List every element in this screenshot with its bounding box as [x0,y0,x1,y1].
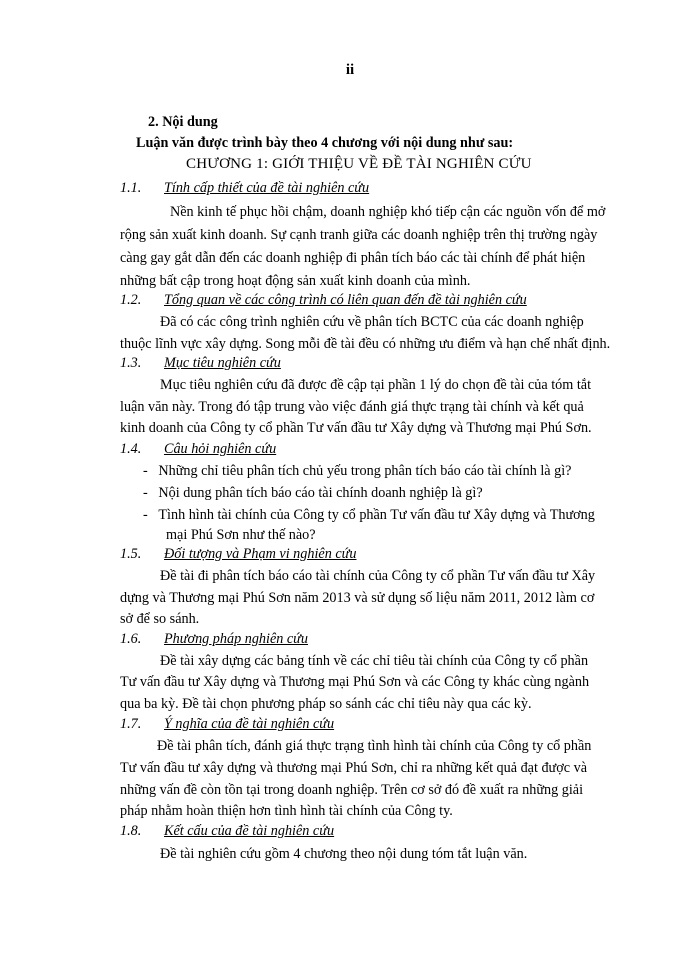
paragraph-line: Đề tài xây dựng các bảng tính về các chỉ tiêu tài chính của Công ty cổ phần [160,653,589,669]
list-item-continuation: mại Phú Sơn như thế nào? [166,527,316,543]
list-item: - Nội dung phân tích báo cáo tài chính doanh nghiệp là gì? [143,485,483,501]
list-item-text: Nội dung phân tích báo cáo tài chính doanh nghiệp là gì? [158,485,483,501]
paragraph-line: Đề tài phân tích, đánh giá thực trạng tình hình tài chính của Công ty cổ phần [157,738,592,754]
paragraph-line: sở để so sánh. [120,611,200,627]
section-title: Đối tượng và Phạm vi nghiên cứu [164,546,357,562]
paragraph-line: Tư vấn đầu tư Xây dựng và Thương mại Phú Sơn và các Công ty khác cùng ngành [120,674,590,690]
paragraph-line: Tư vấn đầu tư xây dựng và thương mại Phú Sơn, chỉ ra những kết quả đạt được và [120,760,587,776]
list-item: - Những chỉ tiêu phân tích chủ yếu trong phân tích báo cáo tài chính là gì? [143,463,572,479]
paragraph-line: Nền kinh tế phục hồi chậm, doanh nghiệp khó tiếp cận các nguồn vốn để mở [170,204,606,220]
section-number: 1.1. [120,180,142,196]
section-1-3-heading [120,354,281,372]
paragraph-line: những vấn đề còn tồn tại trong doanh nghiệp. Trên cơ sở đó đề xuất ra những giải [120,782,584,798]
paragraph-line: dựng và Thương mại Phú Sơn năm 2013 và sử dụng số liệu năm 2011, 2012 làm cơ [120,590,595,606]
list-item-text: Những chỉ tiêu phân tích chủ yếu trong phân tích báo cáo tài chính là gì? [158,463,572,479]
section-title: Phương pháp nghiên cứu [164,631,309,647]
section-1-2-heading [120,291,527,309]
section-number: 1.3. [120,355,142,371]
paragraph-line: Đề tài nghiên cứu gồm 4 chương theo nội dung tóm tắt luận văn. [160,846,528,862]
section-1-4-heading [120,440,276,458]
section-title: Tổng quan về các công trình có liên quan đến đề tài nghiên cứu [164,292,527,308]
section-number: 1.6. [120,631,142,647]
paragraph-line: Mục tiêu nghiên cứu đã được đề cập tại phần 1 lý do chọn đề tài của tóm tắt [160,377,592,393]
section-title: Câu hỏi nghiên cứu [164,441,277,457]
section-1-7-heading [120,715,334,733]
paragraph-line: kinh doanh của Công ty cổ phần Tư vấn đầu tư Xây dựng và Thương mại Phú Sơn. [120,420,592,436]
paragraph-line: Đề tài đi phân tích báo cáo tài chính của Công ty cổ phần Tư vấn đầu tư Xây [160,568,596,584]
section-title: Kết cấu của đề tài nghiên cứu [164,823,335,839]
section-heading: 2. Nội dung [148,114,218,130]
section-title: Ý nghĩa của đề tài nghiên cứu [164,716,335,732]
section-number: 1.7. [120,716,142,732]
paragraph-line: Đã có các công trình nghiên cứu về phân tích BCTC của các doanh nghiệp [160,314,584,330]
paragraph-line: những bất cập trong hoạt động sản xuất kinh doanh của mình. [120,273,471,289]
section-1-1-heading [120,179,369,197]
section-1-6-heading [120,630,308,648]
chapter-title: CHƯƠNG 1: GIỚI THIỆU VỀ ĐỀ TÀI NGHIÊN CỨU [186,156,532,172]
section-number: 1.4. [120,441,142,457]
list-item-text: Tình hình tài chính của Công ty cổ phần Tư vấn đầu tư Xây dựng và Thương [158,507,595,523]
intro-sentence: Luận văn được trình bày theo 4 chương với nội dung như sau: [136,135,514,151]
section-number: 1.8. [120,823,142,839]
section-title: Mục tiêu nghiên cứu [164,355,281,371]
paragraph-line: thuộc lĩnh vực xây dựng. Song mỗi đề tài đều có những ưu điểm và hạn chế nhất định. [120,336,611,352]
section-number: 1.5. [120,546,142,562]
section-title: Tính cấp thiết của đề tài nghiên cứu [164,180,370,196]
paragraph-line: luận văn này. Trong đó tập trung vào việc đánh giá thực trạng tài chính và kết quả [120,399,584,415]
paragraph-line: qua ba kỳ. Đề tài chọn phương pháp so sánh các chỉ tiêu này qua các kỳ. [120,696,532,712]
paragraph-line: càng gay gắt dẫn đến các doanh nghiệp đi phân tích báo các tài chính để phát hiện [120,250,586,266]
paragraph-line: rộng sản xuất kinh doanh. Sự cạnh tranh giữa các doanh nghiệp trên thị trường ngày [120,227,598,243]
paragraph-line: pháp nhằm hoàn thiện hơn tình hình tài chính của Công ty. [120,803,453,819]
section-1-5-heading [120,545,356,563]
list-item: - Tình hình tài chính của Công ty cổ phần Tư vấn đầu tư Xây dựng và Thương [143,507,595,523]
section-number: 1.2. [120,292,142,308]
section-1-8-heading [120,822,334,840]
page-number: ii [345,62,355,78]
